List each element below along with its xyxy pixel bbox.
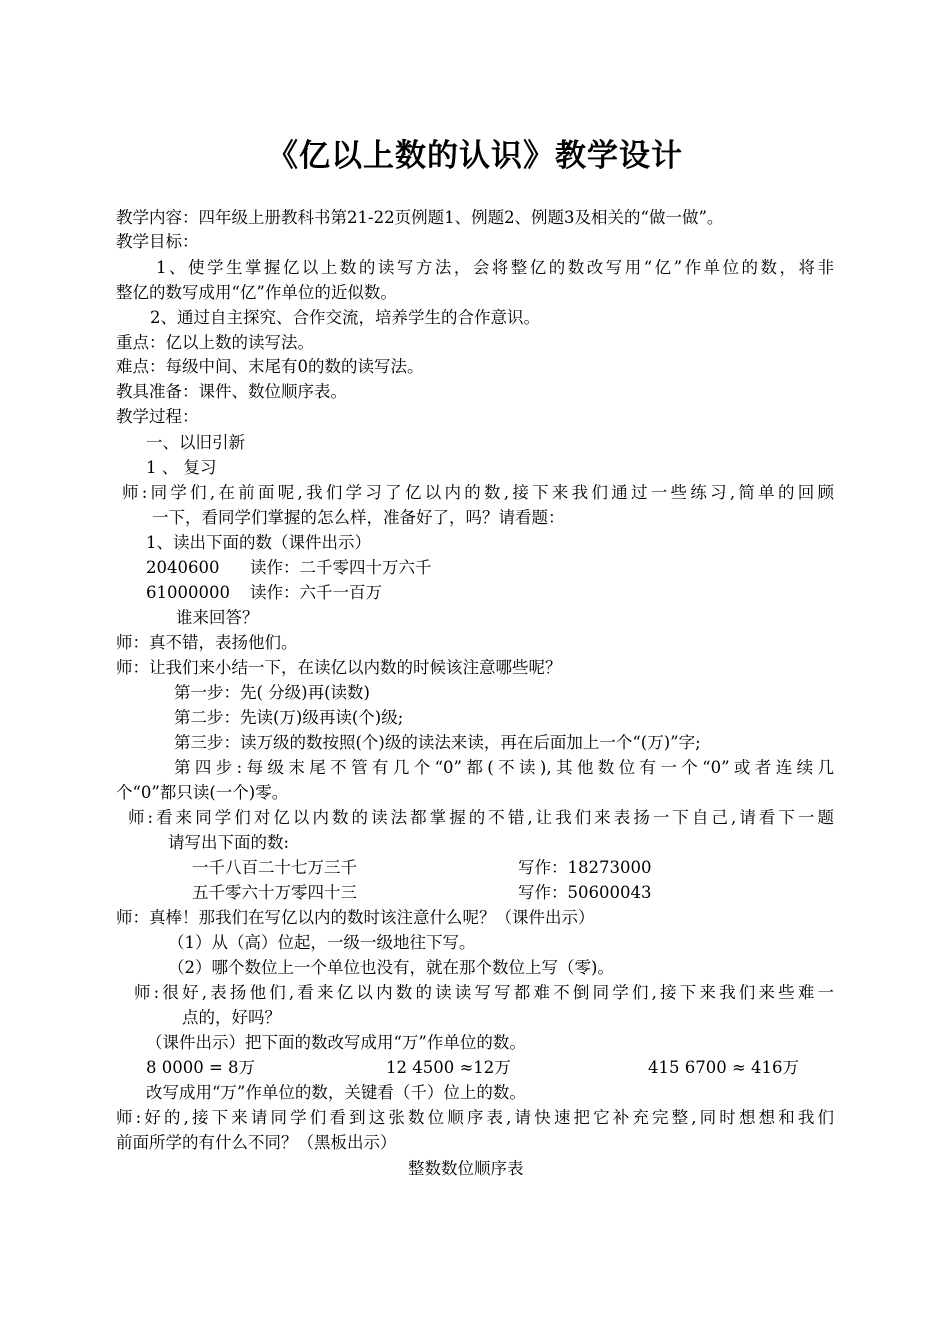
rewrite-example: 12 4500 ≈12万 xyxy=(386,1058,511,1077)
step-3: 第三步：读万级的数按照(个)级的读法来读，再在后面加上一个“(万)”字; xyxy=(174,733,701,752)
teacher-line-2: 师：真不错，表扬他们。 xyxy=(116,633,298,652)
rewrite-key: 改写成用“万”作单位的数，关键看（千）位上的数。 xyxy=(146,1083,526,1102)
teacher-line-5: 师：真棒！那我们在写亿以内的数时该注意什么呢？（课件出示） xyxy=(116,908,595,927)
write-number-answer: 写作：50600043 xyxy=(518,883,652,902)
teacher-line-1b: 一下，看同学们掌握的怎么样，准备好了，吗？请看题： xyxy=(152,508,565,527)
table-caption: 整数数位顺序表 xyxy=(408,1159,524,1178)
teaching-process-label: 教学过程： xyxy=(116,407,199,426)
teacher-line-4: 师:看来同学们对亿以内数的读法都掌握的不错,让我们来表扬一下自己,请看下一题 xyxy=(128,808,834,827)
teacher-line-7a: 师:好的,接下来请同学们看到这张数位顺序表,请快速把它补充完整,同时想想和我们 xyxy=(116,1108,834,1127)
teacher-line-1a: 师:同学们,在前面呢,我们学习了亿以内的数,接下来我们通过一些练习,简单的回顾 xyxy=(122,483,834,502)
rule-1: （1）从（高）位起，一级一级地往下写。 xyxy=(168,933,476,952)
who-answers: 谁来回答？ xyxy=(176,608,259,627)
exercise-1-prompt: 1、读出下面的数（课件出示） xyxy=(146,533,371,552)
key-point: 重点：亿以上数的读写法。 xyxy=(116,333,314,352)
teacher-line-6a: 师:很好,表扬他们,看来亿以内数的读读写写都难不倒同学们,接下来我们来些难一 xyxy=(134,983,834,1002)
write-number-text: 一千八百二十七万三千 xyxy=(192,858,357,877)
subsection-heading: 1 、 复习 xyxy=(146,458,217,477)
rewrite-example: 415 6700 ≈ 416万 xyxy=(648,1058,800,1077)
goal-1-line-2: 整亿的数写成用“亿”作单位的近似数。 xyxy=(116,283,397,302)
rule-2: （2）哪个数位上一个单位也没有，就在那个数位上写（零)。 xyxy=(168,958,614,977)
exercise-number: 61000000 xyxy=(146,583,230,602)
teaching-content: 教学内容：四年级上册教科书第21-22页例题1、例题2、例题3及相关的“做一做”。 xyxy=(116,208,724,227)
write-number-text: 五千零六十万零四十三 xyxy=(192,883,357,902)
step-1: 第一步：先( 分级)再(读数) xyxy=(174,683,370,702)
write-number-answer: 写作：18273000 xyxy=(518,858,652,877)
materials: 教具准备：课件、数位顺序表。 xyxy=(116,382,347,401)
difficulty: 难点：每级中间、末尾有0的数的读写法。 xyxy=(116,357,424,376)
step-2: 第二步：先读(万)级再读(个)级; xyxy=(174,708,404,727)
exercise-reading: 读作：六千一百万 xyxy=(250,583,382,602)
exercise-reading: 读作：二千零四十万六千 xyxy=(250,558,432,577)
page-title: 《亿以上数的认识》教学设计 xyxy=(267,138,683,174)
step-4-line-1: 第四步:每级末尾不管有几个“0”都(不读),其他数位有一个“0”或者连续几 xyxy=(174,758,834,777)
rewrite-example: 8 0000 = 8万 xyxy=(146,1058,256,1077)
section-heading: 一、以旧引新 xyxy=(146,433,245,452)
teacher-line-6b: 点的，好吗？ xyxy=(182,1008,281,1027)
teacher-line-3: 师：让我们来小结一下，在读亿以内数的时候该注意哪些呢？ xyxy=(116,658,562,677)
write-prompt: 请写出下面的数: xyxy=(168,833,290,852)
teaching-goals-label: 教学目标： xyxy=(116,232,199,251)
goal-2: 2、通过自主探究、合作交流，培养学生的合作意识。 xyxy=(150,308,540,327)
rewrite-prompt: （课件出示）把下面的数改写成用“万”作单位的数。 xyxy=(146,1033,526,1052)
goal-1-line-1: 1、使学生掌握亿以上数的读写方法，会将整亿的数改写用“亿”作单位的数，将非 xyxy=(156,258,834,277)
step-4-line-2: 个“0”都只读(一个)零。 xyxy=(116,783,289,802)
teacher-line-7b: 前面所学的有什么不同？（黑板出示） xyxy=(116,1133,397,1152)
exercise-number: 2040600 xyxy=(146,558,220,577)
